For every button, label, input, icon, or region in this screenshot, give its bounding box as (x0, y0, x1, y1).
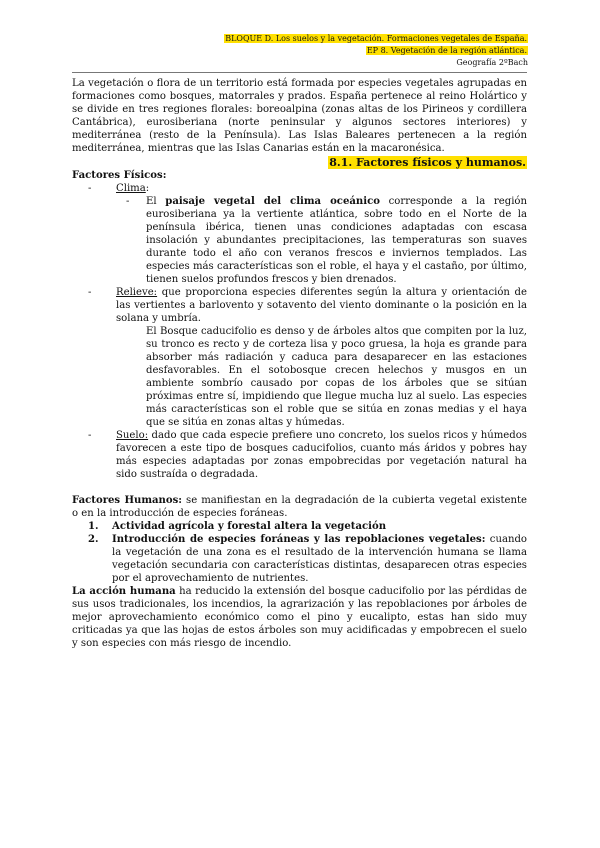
list-dash: - (88, 287, 92, 298)
list-item-relieve (72, 286, 527, 325)
list-item-clima (72, 182, 527, 195)
suelo-text: dado que cada especie prefiere uno concreto, los suelos ricos y húmedos favorecen a este tipo de bosques caducifolios, cuanto más áridos y pobres hay más especies adaptadas por zonas empobrecidas por vegetación natural ha sido sustraída o degradada. (116, 430, 527, 480)
clima-text: corresponde a la región eurosiberiana ya la vertiente atlántica, sobre todo en el Norte de la península ibérica, tienen unas condiciones adaptadas con escasa insolación y abundantes precipitaciones, las temperaturas son suaves durante todo el año con veranos frescos e inviernos templados. Las especies más características son el roble, el haya y el castaño, por último, tienen suelos profundos frescos y bien drenados. (146, 196, 527, 285)
clima-colon: : (145, 183, 150, 194)
list-dash: - (88, 183, 92, 194)
header-topic (366, 45, 528, 56)
item-text: cuando la vegetación de una zona es el resultado de la intervención humana se llama vegetación secundaria con características distintas, desaparecen otras especies por el aprovechamiento de nutrientes. (112, 534, 527, 584)
header-block-text: BLOQUE D. Los suelos y la vegetación. Formaciones vegetales de España. (225, 34, 527, 43)
factores-humanos-text: se manifiestan en la degradación de la cubierta vegetal existente o en la introducción de especies foráneas. (72, 495, 528, 519)
intro-paragraph: La vegetación o flora de un territorio está formada por especies vegetales agrupadas en formaciones como bosques, matorrales y prados. España pertenece al reino Holártico y se divide en tres regiones florales: boreoalpina (zonas altas de los Pirineos y cordillera Cantábrica), eurosiberiana (norte peninsular y algunos sectores interiores) y mediterránea (resto de la Península). Las Islas Baleares pertenecen a la región mediterránea, mientras que las Islas Canarias están en la macaronésica. (72, 78, 527, 154)
relieve-text: que proporciona especies diferentes según la altura y orientación de las vertientes a barlovento y sotavento del viento dominante o la posición en la solana y umbría. (116, 287, 527, 324)
header-course: Geografía 2ºBach (456, 58, 528, 67)
section-title-text: 8.1. Factores físicos y humanos. (329, 156, 526, 169)
list-item-suelo (72, 429, 527, 481)
header-divider (72, 72, 527, 73)
section-title (72, 156, 527, 169)
suelo-label: Suelo: (116, 430, 149, 441)
item-bold: Introducción de especies foráneas y las repoblaciones vegetales: (112, 534, 486, 545)
clima-label: Clima (116, 183, 146, 194)
clima-detail (72, 195, 527, 286)
accion-humana-bold: La acción humana (72, 586, 176, 597)
accion-humana-text: ha reducido la extensión del bosque caducifolio por las pérdidas de sus usos tradicionales, los incendios, la agrarización y las repoblaciones por árboles de mejor aprovechamiento económico como el pino y eucalipto, estas han sido muy criticadas ya que las hojas de estos árboles son muy acidificadas y empobrecen el suelo y son especies con más riesgo de incendio. (72, 586, 527, 649)
list-dash: - (88, 430, 92, 441)
factores-humanos-heading: Factores Humanos: (72, 495, 183, 506)
accion-humana-paragraph (72, 585, 527, 650)
main-content (72, 77, 527, 650)
relieve-detail: El Bosque caducifolio es denso y de árboles altos que compiten por la luz, su tronco es recto y de corteza lisa y poco gruesa, la hoja es grande para absorber más radiación y caduca para desaparecer en las estaciones desfavorables. En el sotobosque crecen helechos y musgos en un ambiente sombrío causado por copas de los árboles que se sitúan próximas entre sí, impidiendo que llegue mucha luz al suelo. Las especies más características son el roble que se sitúa en zonas medias y el haya que se sitúa en zonas altas y húmedas. (146, 326, 527, 428)
factores-humanos-paragraph (72, 494, 527, 520)
factores-fisicos-heading: Factores Físicos: (72, 170, 167, 181)
header-block-title (224, 33, 528, 44)
relieve-label: Relieve: (116, 287, 158, 298)
list-number: 1. (88, 521, 99, 532)
header-topic-text: EP 8. Vegetación de la región atlántica. (366, 46, 527, 55)
list-item-introduccion (72, 533, 527, 585)
list-item-actividad (72, 520, 527, 533)
list-number: 2. (88, 534, 99, 545)
clima-bold: paisaje vegetal del clima oceánico (165, 196, 380, 207)
item-bold: Actividad agrícola y forestal altera la vegetación (112, 521, 387, 532)
list-dash: - (126, 196, 130, 207)
clima-pre: El (146, 196, 166, 207)
